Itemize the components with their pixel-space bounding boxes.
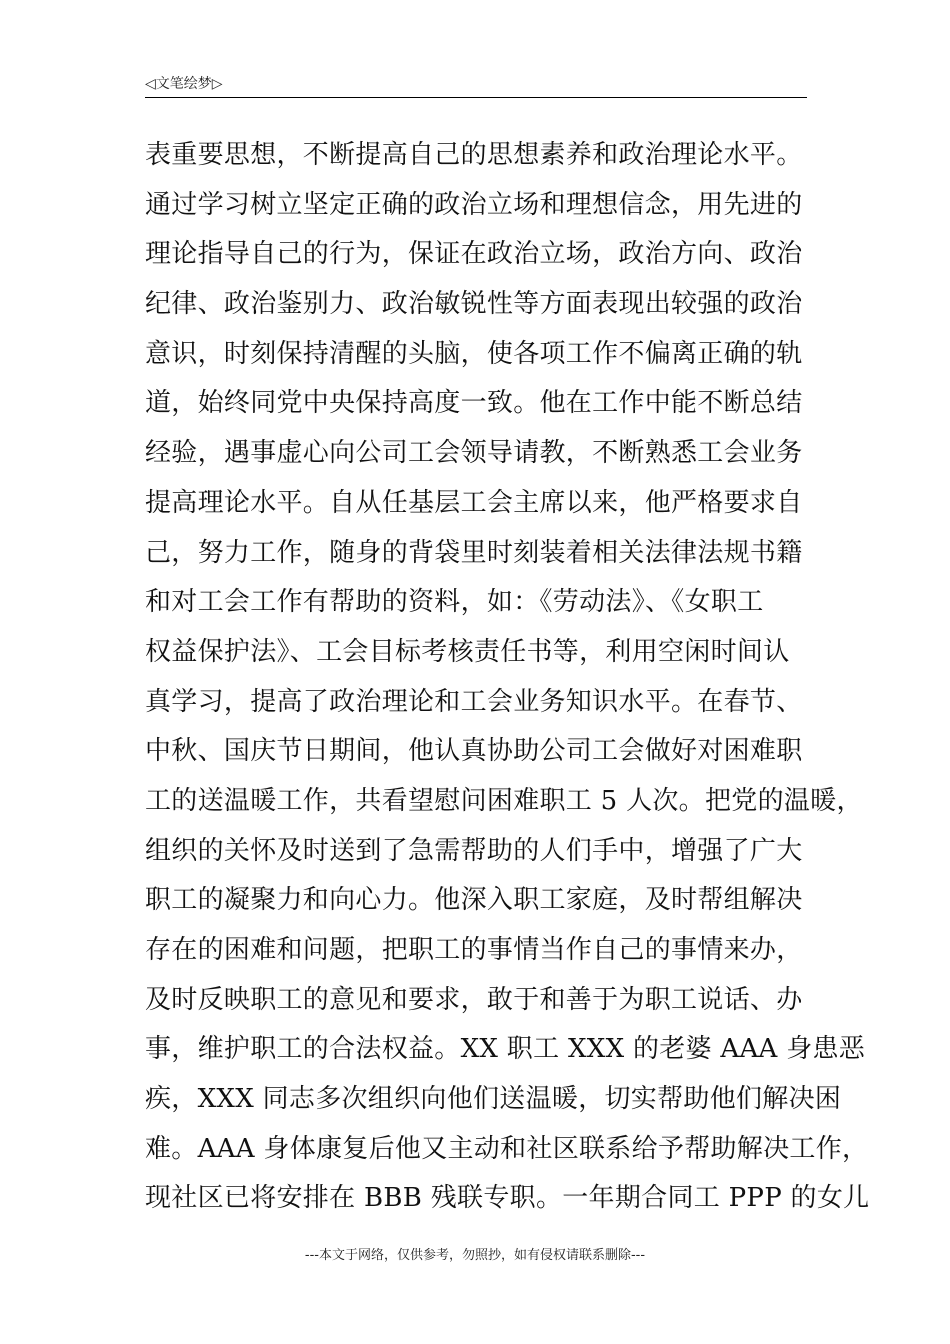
page-header <box>145 74 807 98</box>
body-line: 事，维护职工的合法权益。XX 职工 XXX 的老婆 AAA 身患恶 <box>145 1034 866 1065</box>
body-line: 和对工会工作有帮助的资料，如：《劳动法》、《女职工 <box>145 587 764 618</box>
body-line: 理论指导自己的行为，保证在政治立场，政治方向、政治 <box>145 239 803 270</box>
body-line: 存在的困难和问题，把职工的事情当作自己的事情来办， <box>145 935 803 965</box>
body-line: 难。AAA 身体康复后他又主动和社区联系给予帮助解决工作， <box>145 1133 869 1164</box>
body-line: 及时反映职工的意见和要求，敢于和善于为职工说话、办 <box>145 984 803 1015</box>
body-line: 纪律、政治鉴别力、政治敏锐性等方面表现出较强的政治 <box>145 289 803 320</box>
body-line: 提高理论水平。自从任基层工会主席以来，他严格要求自 <box>145 487 803 518</box>
body-line: 职工的凝聚力和向心力。他深入职工家庭，及时帮组解决 <box>145 885 803 916</box>
body-line: 己，努力工作，随身的背袋里时刻装着相关法律法规书籍 <box>145 537 803 568</box>
body-line: 工的送温暖工作，共看望慰问困难职工 5 人次。把党的温暖， <box>145 785 863 816</box>
body-line: 疾，XXX 同志多次组织向他们送温暖，切实帮助他们解决困 <box>145 1084 842 1115</box>
body-line: 中秋、国庆节日期间，他认真协助公司工会做好对困难职 <box>145 736 803 767</box>
body-line: 组织的关怀及时送到了急需帮助的人们手中，增强了广大 <box>145 835 803 866</box>
body-line: 现社区已将安排在 BBB 残联专职。一年期合同工 PPP 的女儿 <box>145 1183 870 1214</box>
body-line: 意识，时刻保持清醒的头脑，使各项工作不偏离正确的轨 <box>145 338 803 369</box>
body-line: 真学习，提高了政治理论和工会业务知识水平。在春节、 <box>145 686 803 717</box>
page-footer: ---本文于网络，仅供参考，勿照抄，如有侵权请联系删除--- <box>304 1248 646 1263</box>
header-title: ◁文笔绘梦▷ <box>145 76 223 92</box>
body-line: 道，始终同党中央保持高度一致。他在工作中能不断总结 <box>145 388 803 419</box>
body-line: 通过学习树立坚定正确的政治立场和理想信念，用先进的 <box>145 189 803 220</box>
body-line: 表重要思想，不断提高自己的思想素养和政治理论水平。 <box>145 140 803 170</box>
document-body <box>145 131 870 1224</box>
body-line: 权益保护法》、工会目标考核责任书等，利用空闲时间认 <box>145 636 790 667</box>
header-divider <box>145 97 807 98</box>
body-line: 经验，遇事虚心向公司工会领导请教，不断熟悉工会业务 <box>145 438 803 469</box>
